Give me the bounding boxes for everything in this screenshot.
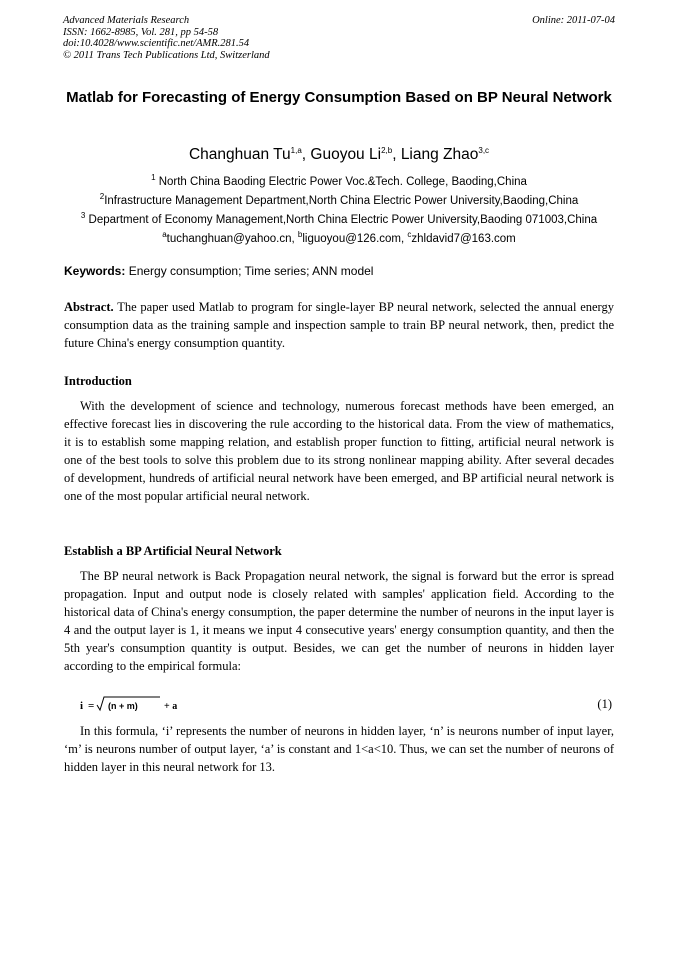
online-date: Online: 2011-07-04 [532, 15, 615, 26]
author-3: Liang Zhao [400, 146, 479, 163]
email-a-sup: a [162, 230, 167, 240]
abstract [64, 298, 614, 352]
affiliation-1-sup: 1 [151, 173, 156, 183]
keywords-text: Energy consumption; Time series; ANN model [125, 264, 374, 278]
affiliations [58, 173, 620, 249]
keywords [64, 263, 616, 279]
eq-equals: = [88, 700, 95, 712]
author-list [63, 145, 615, 165]
equation-number: (1) [597, 697, 612, 711]
author-2-sup: 2,b [381, 145, 393, 155]
affiliation-2 [58, 192, 620, 211]
keywords-label: Keywords: [64, 264, 126, 278]
journal-name: Advanced Materials Research [63, 15, 190, 26]
author-separator: , [392, 146, 401, 163]
affiliation-1-text: North China Baoding Electric Power Voc.&Tech. College, Baoding,China [155, 176, 527, 188]
equation-formula [80, 697, 190, 713]
copyright-line: © 2011 Trans Tech Publications Ltd, Switzerland [63, 49, 270, 61]
author-1-sup: 1,a [290, 145, 302, 155]
issn-line: ISSN: 1662-8985, Vol. 281, pp 54-58 [63, 26, 219, 38]
affiliation-3-text: Department of Economy Management,North China Electric Power University,Baoding 071003,China [85, 214, 598, 226]
abstract-text: The paper used Matlab to program for single-layer BP neural network, selected the annual energy consumption data as the training sample and inspection sample to train BP neural network, then, predict the future China's energy consumption quantity. [64, 300, 614, 350]
affiliation-3-sup: 3 [80, 211, 86, 221]
email-b-sup: b [297, 230, 303, 240]
email-c-sup: c [407, 230, 412, 240]
equation-1 [80, 697, 190, 711]
author-separator: , [301, 146, 311, 163]
email-a[interactable]: tuchanghuan@yahoo.cn, [166, 233, 298, 245]
email-b[interactable]: liguoyou@126.com, [302, 233, 408, 245]
intro-heading: Introduction [64, 374, 132, 388]
intro-paragraph: With the development of science and technology, numerous forecast methods have been emerged, an effective forecast lies in discovering the rule according to the historical data. From the view of mathematics, it is to establish some mapping relation, and establish proper function to fitting, artificial neural network is one of the best tools to solve this problem due to its strong nonlinear mapping ability. After several decades of development, hundreds of artificial neural network have been emerged, and BP artificial neural network is one of the most popular artificial neural network. [64, 399, 614, 503]
abstract-label: Abstract. [64, 300, 114, 314]
author-3-sup: 3,c [478, 145, 490, 155]
doi-line: doi:10.4028/www.scientific.net/AMR.281.54 [63, 38, 250, 49]
journal-header [63, 15, 615, 61]
bp-paragraph: The BP neural network is Back Propagation neural network, the signal is forward but the error is spread propagation. Input and output node is closely related with samples' application field. According to the historical data of China's energy consumption, the paper determine the number of neurons in the input layer is 4 and the output layer is 1, it means we input 4 consecutive years' energy consumption quantity, and then the 5th year's consumption quantity is output. Besides, we can get the number of neurons in hidden layer according to the empirical formula: [64, 569, 614, 673]
affiliation-1 [58, 173, 620, 192]
eq-lhs: i [80, 700, 84, 712]
affiliation-2-sup: 2 [99, 192, 105, 202]
email-line [58, 230, 620, 249]
affiliation-3 [58, 211, 620, 230]
author-2: Guoyou Li [310, 146, 382, 163]
affiliation-2-text: Infrastructure Management Department,North China Electric Power University,Baoding,China [104, 195, 579, 207]
bp-heading: Establish a BP Artificial Neural Network [64, 544, 282, 558]
email-c[interactable]: zhldavid7@163.com [411, 233, 516, 245]
eq-tail: + a [164, 701, 178, 712]
paper-title: Matlab for Forecasting of Energy Consumption Based on BP Neural Network [66, 89, 612, 106]
after-equation-paragraph: In this formula, ‘i’ represents the number of neurons in hidden layer, ‘n’ is neurons number of input layer, ‘m’ is neurons number of output layer, ‘a’ is constant and 1<a<10. Thus, we can set the number of neurons of hidden layer in this neural network for 13. [64, 724, 614, 774]
author-1: Changhuan Tu [188, 146, 291, 163]
eq-radicand: (n + m) [108, 701, 138, 711]
